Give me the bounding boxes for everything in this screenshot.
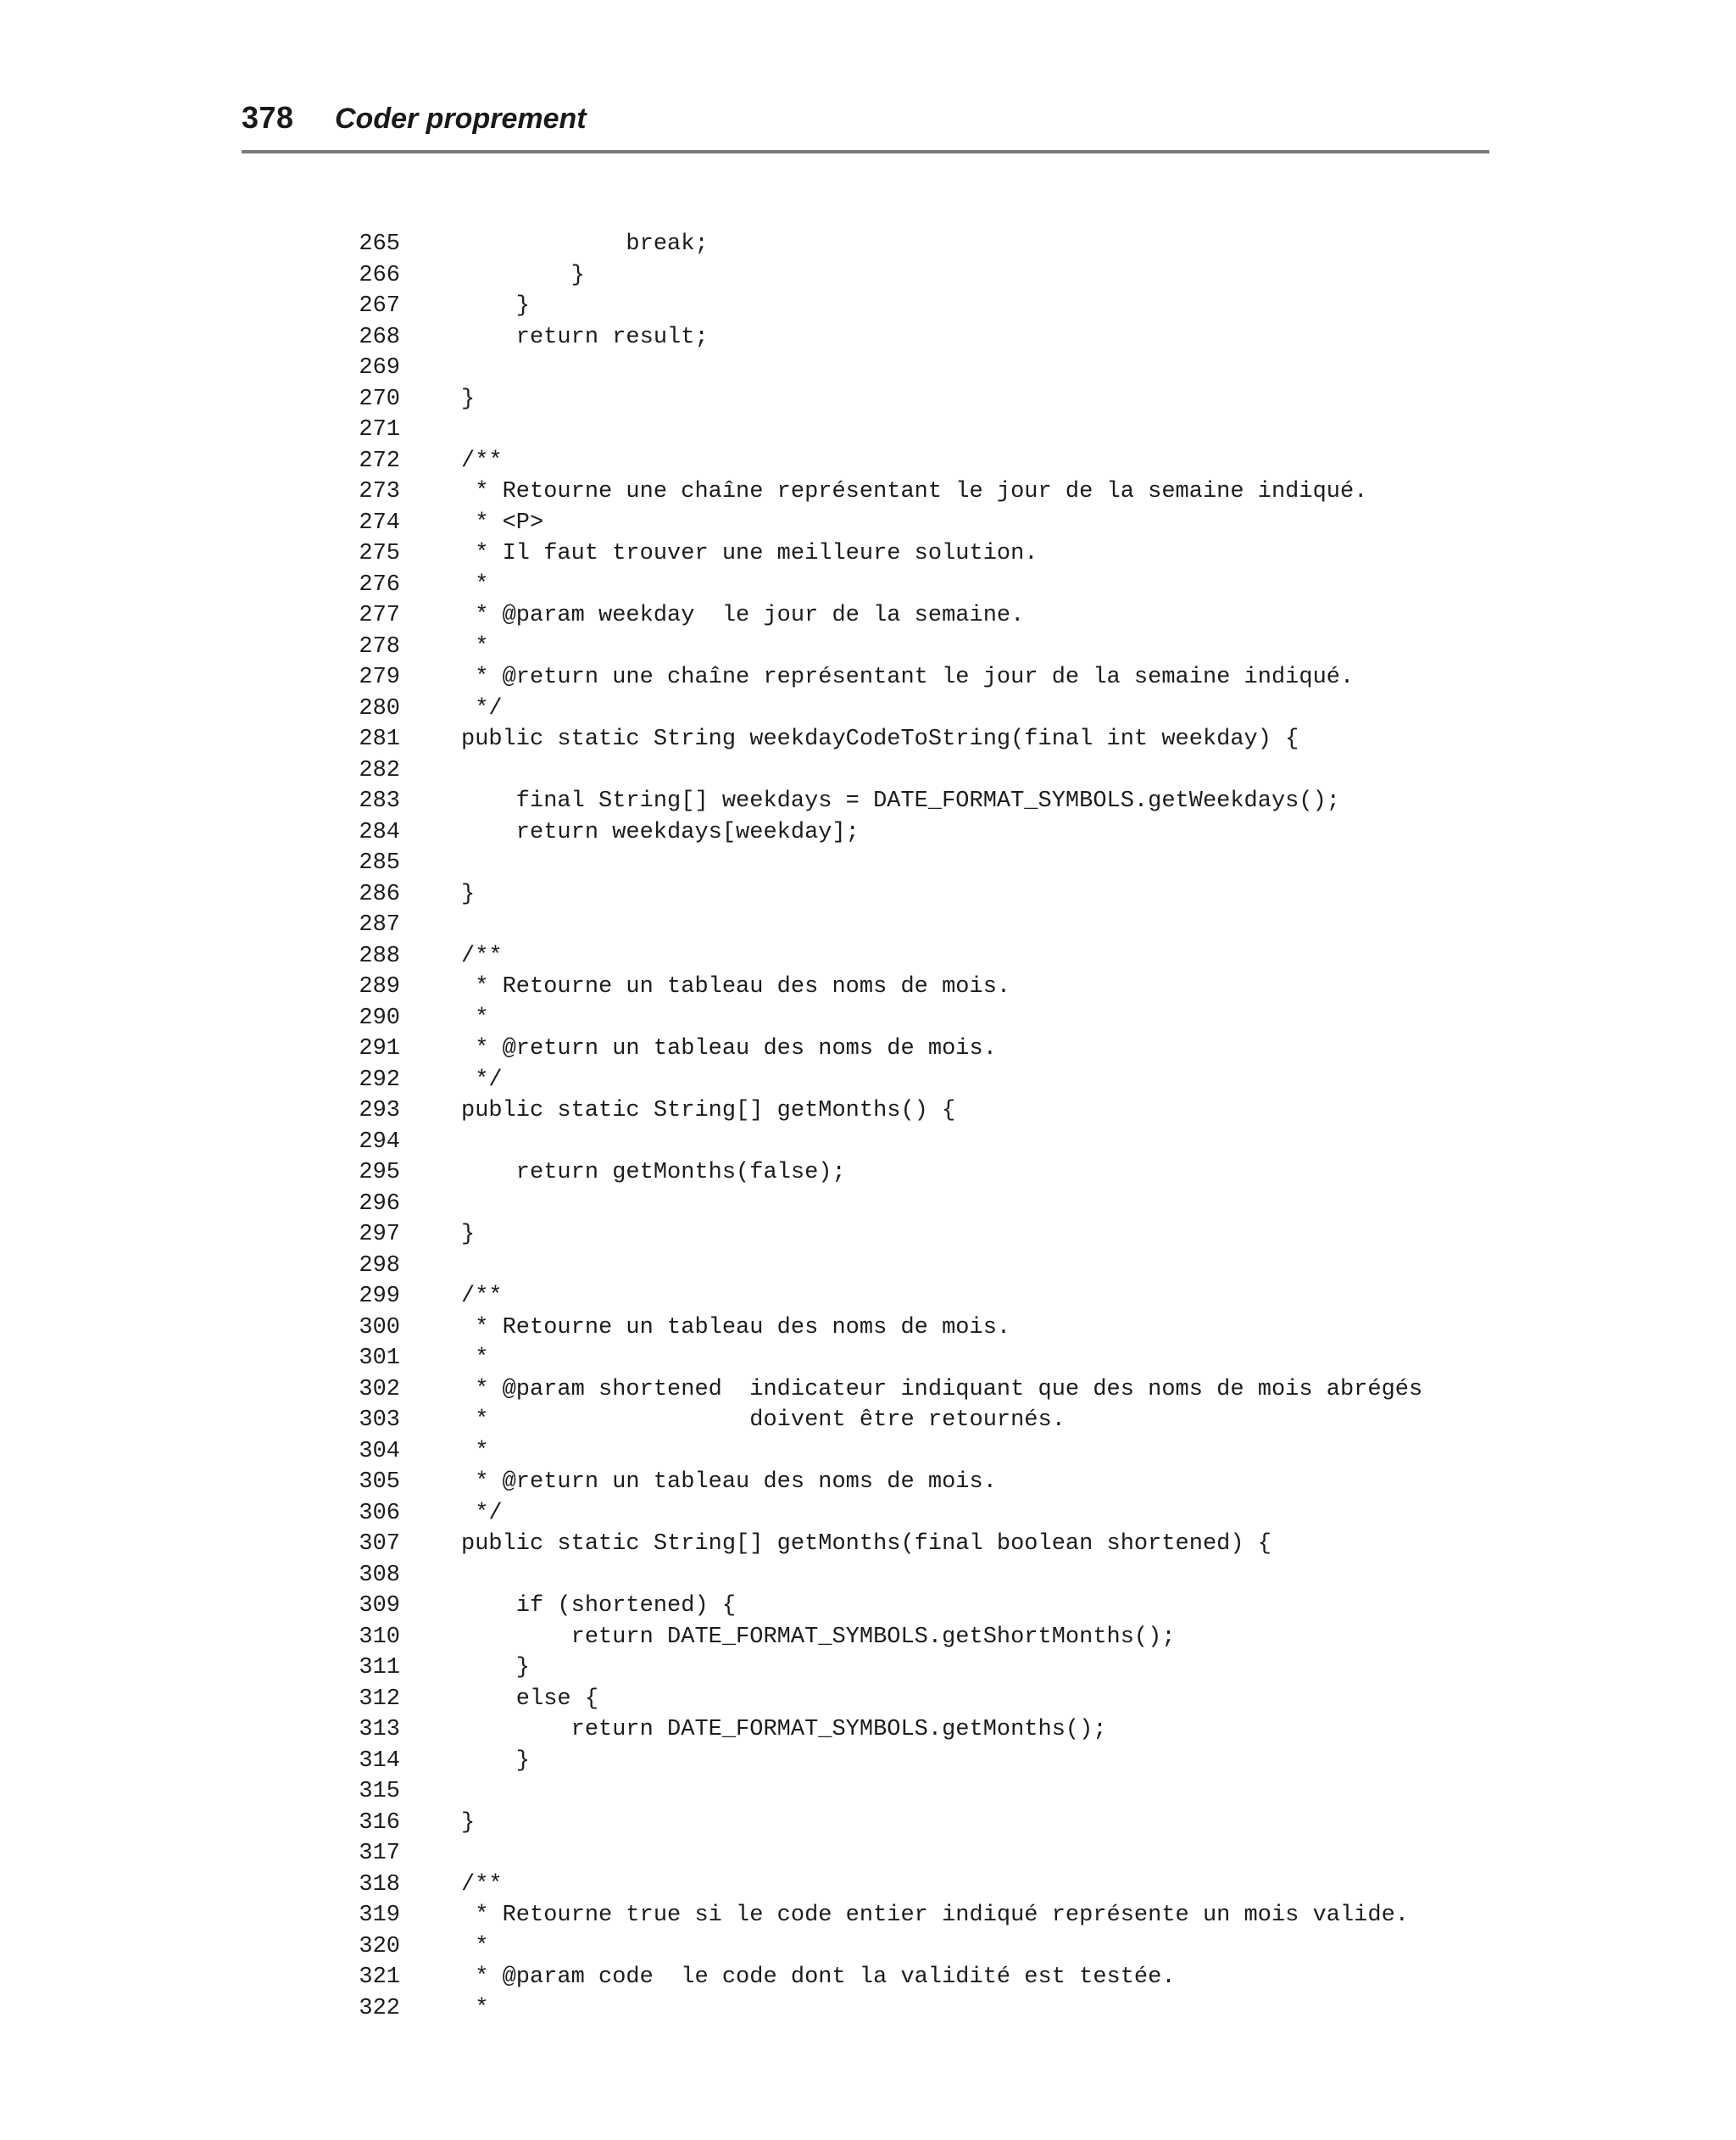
- page-number: 378: [242, 100, 294, 135]
- line-code: * @param code le code dont la validité est testée.: [461, 1964, 1176, 1990]
- code-line: [288, 1808, 1475, 1839]
- line-code: * @param weekday le jour de la semaine.: [461, 603, 1025, 628]
- line-code: }: [461, 293, 531, 319]
- line-number: 282: [359, 757, 400, 783]
- code-line: [288, 694, 1475, 725]
- line-code: return DATE_FORMAT_SYMBOLS.getShortMonths();: [461, 1624, 1176, 1650]
- line-code: public static String weekdayCodeToString(final int weekday) {: [461, 727, 1299, 752]
- code-line: [288, 384, 1475, 415]
- line-code: else {: [461, 1686, 599, 1712]
- line-number: 314: [359, 1747, 400, 1774]
- code-line: [288, 1281, 1475, 1312]
- code-line: [288, 260, 1475, 292]
- line-number: 287: [359, 912, 400, 938]
- code-line: [288, 508, 1475, 539]
- line-code: /**: [461, 448, 503, 474]
- line-number: 315: [359, 1779, 400, 1804]
- line-code: * Retourne un tableau des noms de mois.: [461, 1314, 1011, 1340]
- code-line: [288, 662, 1475, 694]
- line-code: break;: [461, 231, 709, 257]
- line-number: 298: [359, 1252, 400, 1279]
- code-line: [288, 1498, 1475, 1530]
- line-number: 303: [359, 1407, 400, 1433]
- code-line: [288, 1219, 1475, 1251]
- line-number: 273: [359, 479, 400, 504]
- line-number: 272: [359, 448, 400, 474]
- code-line: [288, 1993, 1475, 2025]
- code-line: [288, 1312, 1475, 1344]
- line-code: }: [461, 881, 476, 907]
- code-line: [288, 1127, 1475, 1158]
- line-code: public static String[] getMonths() {: [461, 1098, 956, 1123]
- code-line: [288, 941, 1475, 972]
- line-code: }: [461, 386, 476, 412]
- line-code: }: [461, 1747, 531, 1774]
- code-line: [288, 879, 1475, 911]
- line-number: 322: [359, 1995, 400, 2021]
- line-number: 318: [359, 1871, 400, 1898]
- line-code: final String[] weekdays = DATE_FORMAT_SYMBOLS.getWeekdays();: [461, 789, 1340, 814]
- line-number: 321: [359, 1964, 400, 1990]
- code-line: [288, 1560, 1475, 1591]
- line-number: 291: [359, 1036, 400, 1062]
- code-line: [288, 1157, 1475, 1189]
- line-number: 297: [359, 1222, 400, 1247]
- line-code: * <P>: [461, 510, 544, 536]
- code-line: [288, 1529, 1475, 1560]
- line-code: }: [461, 262, 585, 288]
- page-title: Coder proprement: [335, 103, 587, 135]
- line-code: */: [461, 1500, 503, 1526]
- line-code: * Retourne true si le code entier indiqué représente un mois valide.: [461, 1903, 1409, 1928]
- line-code: *: [461, 633, 489, 660]
- line-number: 306: [359, 1500, 400, 1526]
- line-code: return result;: [461, 324, 709, 350]
- line-code: }: [461, 1655, 531, 1680]
- code-line: [288, 817, 1475, 849]
- line-number: 310: [359, 1624, 400, 1650]
- line-number: 271: [359, 417, 400, 443]
- line-number: 266: [359, 262, 400, 288]
- code-line: [288, 600, 1475, 632]
- line-code: * Retourne un tableau des noms de mois.: [461, 974, 1011, 1000]
- line-number: 275: [359, 541, 400, 566]
- line-number: 309: [359, 1593, 400, 1619]
- line-number: 316: [359, 1809, 400, 1836]
- code-line: [288, 1003, 1475, 1034]
- code-line: [288, 1962, 1475, 1993]
- line-code: *: [461, 1005, 489, 1031]
- header-divider: [242, 150, 1489, 153]
- line-number: 289: [359, 974, 400, 1000]
- line-number: 307: [359, 1531, 400, 1557]
- line-code: return getMonths(false);: [461, 1160, 846, 1185]
- line-number: 292: [359, 1067, 400, 1093]
- line-number: 288: [359, 943, 400, 969]
- line-number: 269: [359, 355, 400, 381]
- line-code: *: [461, 1438, 489, 1464]
- code-line: [288, 848, 1475, 879]
- line-code: * Retourne une chaîne représentant le jour de la semaine indiqué.: [461, 479, 1368, 504]
- line-code: }: [461, 1222, 476, 1247]
- code-line: [288, 1436, 1475, 1468]
- line-number: 295: [359, 1160, 400, 1185]
- line-code: *: [461, 571, 489, 598]
- line-number: 267: [359, 293, 400, 319]
- code-line: [288, 1251, 1475, 1282]
- code-line: [288, 1405, 1475, 1436]
- code-line: [288, 476, 1475, 508]
- line-number: 283: [359, 789, 400, 814]
- code-line: [288, 353, 1475, 384]
- line-number: 268: [359, 324, 400, 350]
- code-line: [288, 910, 1475, 941]
- code-line: [288, 1870, 1475, 1901]
- line-number: 265: [359, 231, 400, 257]
- code-line: [288, 1591, 1475, 1622]
- line-number: 302: [359, 1376, 400, 1402]
- line-code: * Il faut trouver une meilleure solution.: [461, 541, 1038, 566]
- code-line: [288, 229, 1475, 260]
- code-line: [288, 570, 1475, 601]
- code-line: [288, 1714, 1475, 1746]
- line-number: 276: [359, 571, 400, 598]
- line-number: 317: [359, 1841, 400, 1866]
- line-number: 274: [359, 510, 400, 536]
- code-line: [288, 786, 1475, 817]
- line-number: 320: [359, 1933, 400, 1959]
- line-number: 300: [359, 1314, 400, 1340]
- line-number: 299: [359, 1284, 400, 1309]
- line-code: if (shortened) {: [461, 1593, 737, 1619]
- code-line: [288, 1189, 1475, 1220]
- line-code: */: [461, 695, 503, 722]
- code-line: [288, 1838, 1475, 1870]
- line-number: 286: [359, 881, 400, 907]
- line-number: 280: [359, 695, 400, 722]
- line-code: *: [461, 1995, 489, 2021]
- line-number: 290: [359, 1005, 400, 1031]
- line-number: 277: [359, 603, 400, 628]
- code-line: [288, 1746, 1475, 1777]
- line-number: 313: [359, 1717, 400, 1742]
- line-code: * @param shortened indicateur indiquant que des noms de mois abrégés: [461, 1376, 1423, 1402]
- line-number: 270: [359, 386, 400, 412]
- line-code: return weekdays[weekday];: [461, 819, 860, 845]
- line-code: /**: [461, 943, 503, 969]
- line-number: 319: [359, 1903, 400, 1928]
- line-number: 296: [359, 1190, 400, 1217]
- line-code: }: [461, 1809, 476, 1836]
- code-line: [288, 1900, 1475, 1931]
- line-number: 311: [359, 1655, 400, 1680]
- line-code: /**: [461, 1284, 503, 1309]
- code-line: [288, 1652, 1475, 1684]
- page-header: [242, 100, 1489, 149]
- code-line: [288, 1374, 1475, 1406]
- line-number: 278: [359, 633, 400, 660]
- code-line: [288, 291, 1475, 322]
- code-line: [288, 1095, 1475, 1127]
- code-line: [288, 1065, 1475, 1096]
- line-number: 312: [359, 1686, 400, 1712]
- line-number: 308: [359, 1562, 400, 1588]
- line-code: return DATE_FORMAT_SYMBOLS.getMonths();: [461, 1717, 1107, 1742]
- line-code: public static String[] getMonths(final boolean shortened) {: [461, 1531, 1271, 1557]
- code-line: [288, 446, 1475, 477]
- line-code: *: [461, 1346, 489, 1371]
- code-line: [288, 1622, 1475, 1653]
- line-number: 301: [359, 1346, 400, 1371]
- code-line: [288, 1776, 1475, 1808]
- line-code: * @return une chaîne représentant le jour de la semaine indiqué.: [461, 665, 1355, 690]
- code-line: [288, 724, 1475, 755]
- line-number: 285: [359, 850, 400, 876]
- code-line: [288, 1343, 1475, 1374]
- line-code: * @return un tableau des noms de mois.: [461, 1469, 997, 1495]
- line-number: 294: [359, 1129, 400, 1155]
- line-number: 293: [359, 1098, 400, 1123]
- line-code: * doivent être retournés.: [461, 1407, 1066, 1433]
- line-number: 284: [359, 819, 400, 845]
- line-code: * @return un tableau des noms de mois.: [461, 1036, 997, 1062]
- code-line: [288, 1467, 1475, 1498]
- code-line: [288, 1684, 1475, 1715]
- code-line: [288, 755, 1475, 787]
- code-line: [288, 1034, 1475, 1065]
- code-listing: [288, 229, 1475, 2024]
- line-code: /**: [461, 1871, 503, 1898]
- line-number: 279: [359, 665, 400, 690]
- line-number: 305: [359, 1469, 400, 1495]
- line-number: 304: [359, 1438, 400, 1464]
- code-line: [288, 415, 1475, 446]
- code-line: [288, 538, 1475, 570]
- line-number: 281: [359, 727, 400, 752]
- code-line: [288, 322, 1475, 354]
- code-line: [288, 972, 1475, 1003]
- code-line: [288, 1931, 1475, 1963]
- line-code: *: [461, 1933, 489, 1959]
- code-line: [288, 632, 1475, 663]
- line-code: */: [461, 1067, 503, 1093]
